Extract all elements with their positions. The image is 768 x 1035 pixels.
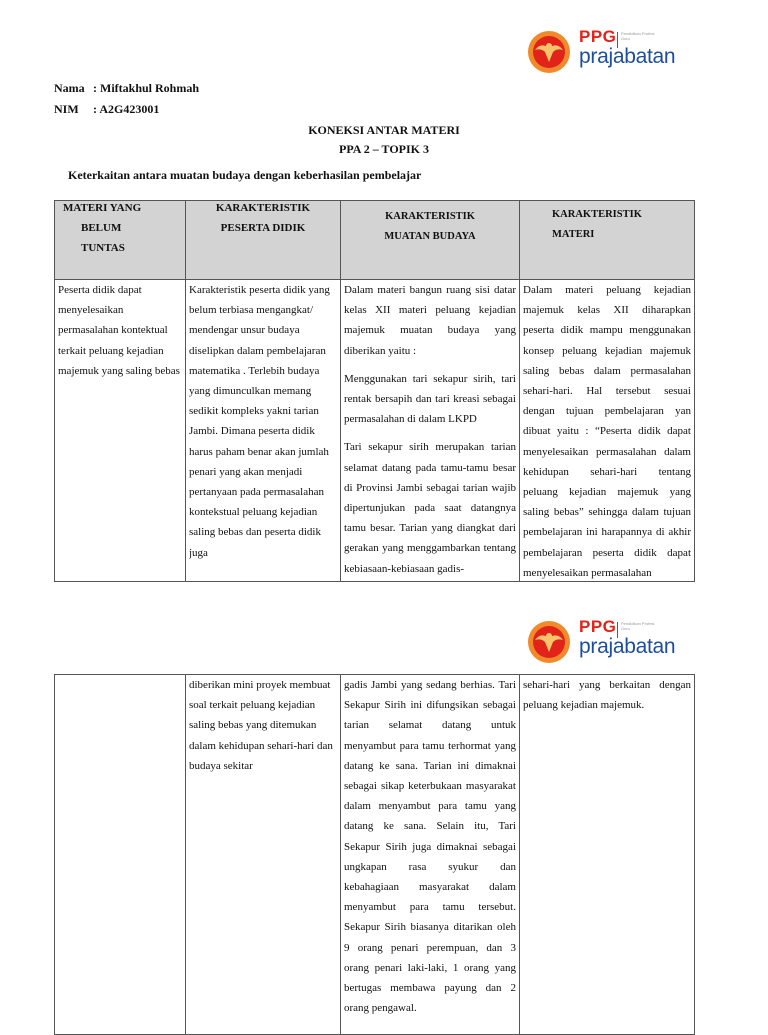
cell-materi-belum-tuntas: [55, 280, 186, 582]
cell-text: Karakteristik peserta didik yang belum terbiasa mengangkat/ mendengar unsur budaya diselipkan dalam pembelajaran matematika . Terlebih budaya yang dimunculkan memang sedikit kompleks yakni tarian Jambi. Dimana peserta didik harus paham benar akan jumlah penari yang akan menjadi pertanyaan pada permasalahan kontekstual peluang kejadian saling bebas dan peserta didik juga: [189, 284, 330, 559]
header-line: BELUM: [81, 222, 122, 234]
budaya-paragraph-3: Tari sekapur sirih merupakan tarian selamat datang pada tamu-tamu besar di Provinsi Jambi sebagai tarian wajib dipertunjukan pada saat datangnya tamu besar. Tarian yang diangkat dari gerakan yang menggambarkan tentang kebiasaan-kebiasaan gadis-: [344, 441, 516, 575]
cell-text: Dalam materi peluang kejadian majemuk kelas XII diharapkan peserta didik mampu menggunakan konsep peluang kejadian majemuk saling bebas dalam permasalahan sehari-hari. Hal tersebut sesuai dengan tujuan pembelajaran yan dibuat yaitu : “Peserta didik dapat menyelesaikan permasalahan dalam kehidupan sehari-hari tentang peluang kejadian majemuk yang saling bebas” sehingga dalam tujuan pembelajaran ini harapannya di akhir pembelajaran peserta didik dapat menyelesaikan permasalahan: [523, 284, 691, 579]
header-line: MATERI YANG: [63, 202, 142, 214]
nim-line: [54, 102, 159, 117]
cell-karakteristik-muatan-budaya: [341, 675, 520, 1035]
header-line: MUATAN BUDAYA: [384, 231, 476, 242]
cell-karakteristik-peserta-didik: [186, 675, 341, 1035]
nim-value: : A2G423001: [93, 102, 160, 116]
ppg-prajabatan-logo: [527, 618, 677, 668]
header-line: KARAKTERISTIK: [385, 211, 475, 222]
logo-prajabatan-text: prajabatan: [579, 45, 676, 68]
header-line: PESERTA DIDIK: [220, 222, 306, 234]
budaya-paragraph-1: Dalam materi bangun ruang sisi datar kelas XII materi peluang kejadian majemuk muatan budaya yang diberikan yaitu :: [344, 284, 516, 357]
cell-karakteristik-muatan-budaya: [341, 280, 520, 582]
table-row: [55, 675, 695, 1035]
cell-karakteristik-materi: [520, 675, 695, 1035]
nim-label: NIM: [54, 102, 79, 116]
header-line: KARAKTERISTIK: [215, 202, 311, 214]
header-karakteristik-peserta-didik: [186, 201, 341, 280]
cell-text: diberikan mini proyek membuat soal terkait peluang kejadian saling bebas yang ditemukan dalam kehidupan sehari-hari dan budaya sekitar: [189, 679, 333, 772]
table-header-row: [55, 201, 695, 280]
table-row: [55, 280, 695, 582]
logo-prajabatan-text: prajabatan: [579, 635, 676, 658]
logo-ppg-text: PPG: [579, 617, 617, 636]
cell-content: [344, 280, 516, 580]
cell-materi-belum-tuntas: [55, 675, 186, 1035]
header-materi-belum-tuntas: [55, 201, 186, 280]
logo-ppg-text: PPG: [579, 27, 617, 46]
document-title: KONEKSI ANTAR MATERI: [308, 123, 460, 137]
section-heading: Keterkaitan antara muatan budaya dengan keberhasilan pembelajar: [68, 168, 422, 182]
garuda-emblem-icon: [527, 620, 571, 664]
connection-table-page-2: [54, 674, 695, 1035]
cell-karakteristik-materi: [520, 280, 695, 582]
cell-text: Peserta didik dapat menyelesaikan permasalahan kontektual terkait peluang kejadian majemuk yang saling bebas: [58, 284, 180, 377]
nama-line: [54, 81, 199, 96]
logo-tagline: Pendidikan Profesi Guru: [621, 31, 655, 41]
connection-table-page-1: [54, 200, 695, 582]
budaya-paragraph-2: Menggunakan tari sekapur sirih, tari rentak bersapih dan tari kreasi sebagai permasalahan di dalam LKPD: [344, 372, 516, 426]
ppg-prajabatan-logo: [527, 28, 677, 78]
cell-karakteristik-peserta-didik: [186, 280, 341, 582]
garuda-emblem-icon: [527, 30, 571, 74]
cell-text: gadis Jambi yang sedang berhias. Tari Sekapur Sirih ini difungsikan sebagai tarian selamat datang untuk menyambut para tamu terhormat yang datang ke sana. Tarian ini dimaknai sebagai sikap keterbukaan masyarakat dalam menyambut para tamu yang datang ke sana. Selain itu, Tari Sekapur Sirih juga dimaknai sebagai ungkapan rasa syukur dan kebahagiaan masyarakat dalam menyambut para tamu tersebut. Sekapur Sirih biasanya ditarikan oleh 9 orang penari perempuan, dan 3 orang penari laki-laki, 1 orang yang bertugas membawa payung dan 2 orang pengawal.: [344, 679, 516, 1015]
nama-label: Nama: [54, 81, 85, 95]
header-karakteristik-materi: [520, 201, 695, 280]
header-line: MATERI: [552, 229, 595, 240]
header-line: KARAKTERISTIK: [552, 209, 642, 220]
cell-text: sehari-hari yang berkaitan dengan peluang kejadian majemuk.: [523, 679, 691, 712]
header-karakteristik-muatan-budaya: [341, 201, 520, 280]
nama-value: : Miftakhul Rohmah: [93, 81, 200, 95]
logo-tagline: Pendidikan Profesi Guru: [621, 621, 655, 631]
header-line: TUNTAS: [81, 242, 125, 254]
document-subtitle: PPA 2 – TOPIK 3: [338, 142, 429, 156]
